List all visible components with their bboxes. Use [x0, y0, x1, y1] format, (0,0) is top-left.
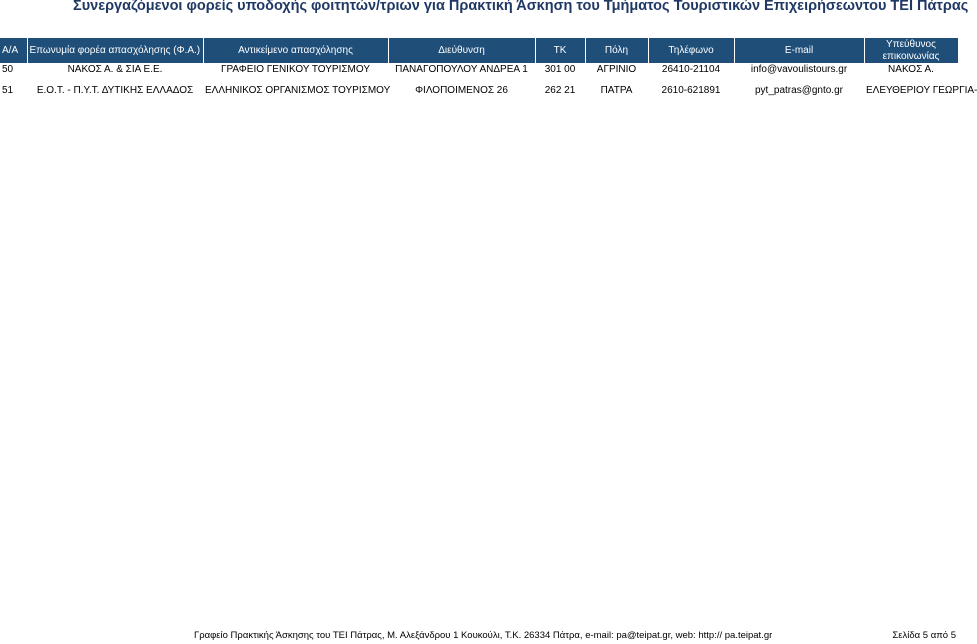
header-object: Αντικείμενο απασχόλησης: [203, 38, 388, 63]
cell-contact: ΝΑΚΟΣ Α.: [888, 64, 934, 75]
table-header-row: [0, 38, 958, 63]
cell-name: Ε.Ο.Τ. - Π.Υ.Τ. ΔΥΤΙΚΗΣ ΕΛΛΑΔΟΣ: [36, 85, 194, 96]
cell-phone: 2610-621891: [661, 85, 721, 96]
cell-phone: 26410-21104: [661, 64, 721, 75]
cell-tk: 262 21: [544, 85, 576, 96]
cell-city: ΠΑΤΡΑ: [600, 85, 633, 96]
cell-aa: 50: [2, 64, 14, 75]
header-name: Επωνυμία φορέα απασχόλησης (Φ.Α.): [27, 38, 203, 63]
header-phone: Τηλέφωνο: [648, 38, 734, 63]
page-number: Σελίδα 5 από 5: [892, 630, 956, 641]
header-tk: ΤΚ: [535, 38, 585, 63]
header-aa: Α/Α: [0, 38, 27, 63]
table-row: [0, 63, 958, 77]
cell-tk: 301 00: [544, 64, 576, 75]
cell-object: ΕΛΛΗΝΙΚΟΣ ΟΡΓΑΝΙΣΜΟΣ ΤΟΥΡΙΣΜΟΥ: [205, 85, 391, 96]
cell-name: ΝΑΚΟΣ Α. & ΣΙΑ Ε.Ε.: [67, 64, 163, 75]
cell-object: ΓΡΑΦΕΙΟ ΓΕΝΙΚΟΥ ΤΟΥΡΙΣΜΟΥ: [220, 64, 371, 75]
header-city: Πόλη: [585, 38, 648, 63]
table-row: [0, 77, 958, 105]
header-address: Διεύθυνση: [388, 38, 535, 63]
footer-contact-text: Γραφείο Πρακτικής Άσκησης του ΤΕΙ Πάτρας, Μ. Αλεξάνδρου 1 Κουκούλι, Τ.Κ. 26334 Πάτρα, e-mail: pa@teipat.gr, web: http:// pa.teipat.gr: [194, 630, 773, 641]
header-contact: Υπεύθυνος επικοινωνίας: [864, 38, 958, 63]
document-title: Συνεργαζόμενοι φορείς υποδοχής φοιτητών/τριων για Πρακτική Άσκηση του Τμήματος Τουριστικών Επιχειρήσεωντου ΤΕΙ Πάτρας: [73, 0, 969, 14]
header-email: E-mail: [734, 38, 864, 63]
cell-aa: 51: [2, 85, 14, 96]
cell-email: pyt_patras@gnto.gr: [755, 85, 843, 96]
cell-address: ΦΙΛΟΠΟΙΜΕΝΟΣ 26: [415, 85, 508, 96]
cell-city: ΑΓΡΙΝΙΟ: [596, 64, 637, 75]
cell-address: ΠΑΝΑΓΟΠΟΥΛΟΥ ΑΝΔΡΕΑ 1: [395, 64, 528, 75]
cell-email: info@vavoulistours.gr: [750, 64, 848, 75]
cell-contact: ΕΛΕΥΘΕΡΙΟΥ ΓΕΩΡΓΙΑ-: [866, 85, 977, 96]
partners-table: [0, 38, 977, 105]
